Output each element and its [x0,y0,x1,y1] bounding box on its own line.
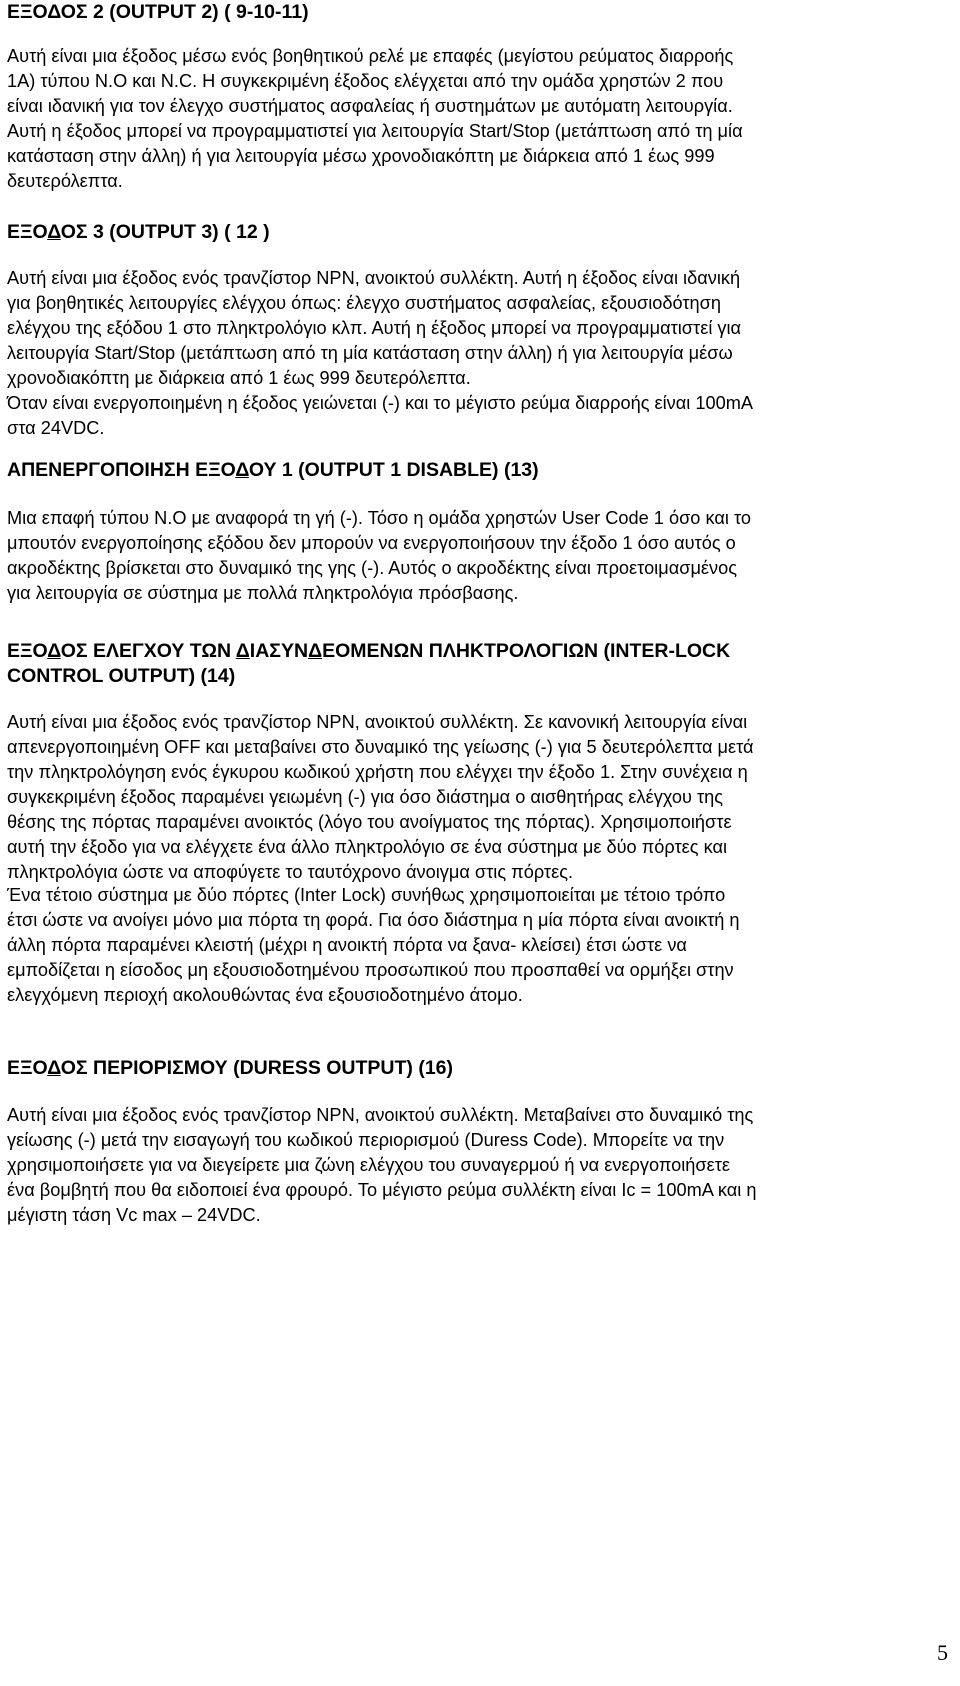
heading-duress-output [7,1056,453,1081]
text-line: ελέγχου της εξόδου 1 στο πληκτρολόγιο κλπ. Αυτή η έξοδος μπορεί να προγραμματιστεί για [7,318,742,338]
text-line: αυτή την έξοδο για να ελέγχετε ένα άλλο πληκτρολόγιο σε ένα σύστημα με δύο πόρτες και [7,837,728,857]
heading-text: ΙΑΣΥΝ [249,640,309,662]
text-line: είναι ιδανική για τον έλεγχο συστήματος ασφαλείας ή συστημάτων με αυτόματη λειτουργία. [7,96,733,116]
heading-text-underlined: Δ [235,640,250,662]
text-line: για λειτουργία σε σύστημα με πολλά πληκτρολόγια πρόσβασης. [7,583,519,603]
heading-interlock-output [7,639,730,689]
heading-text: ΟΣ ΠΕΡΙΟΡΙΣΜΟΥ (DURESS OUTPUT) (16) [60,1057,454,1079]
heading-text: ΟΣ 3 (OUTPUT 3) ( 12 ) [60,221,270,243]
text-line: ένα βομβητή που θα ειδοποιεί ένα φρουρό. Το μέγιστο ρεύμα συλλέκτη είναι Ic = 100mA και η [7,1180,757,1200]
heading-text: ΑΠΕΝΕΡΓΟΠΟΙΗΣΗ ΕΞΟ [7,459,236,481]
text-line: κατάσταση στην άλλη) ή για λειτουργία μέσω χρονοδιακόπτη με διάρκεια από 1 έως 999 [7,146,715,166]
text-line: 1Α) τύπου Ν.Ο και Ν.C. Η συγκεκριμένη έξοδος ελέγχεται από την ομάδα χρηστών 2 που [7,71,724,91]
heading-text: ΕΞΟ [7,1057,48,1079]
text-line: στα 24VDC. [7,418,105,438]
heading-text-underlined: Δ [47,221,61,243]
paragraph-output-2 [7,44,743,194]
heading-text-underlined: Δ [235,459,249,481]
text-line: Όταν είναι ενεργοποιημένη η έξοδος γειώνεται (-) και το μέγιστο ρεύμα διαρροής είναι 100mA [7,393,754,413]
text-line: άλλη πόρτα παραμένει κλειστή (μέχρι η ανοικτή πόρτα να ξανα- κλείσει) έτσι ώστε να [7,935,687,955]
heading-line [7,639,730,664]
text-line: συγκεκριμένη έξοδος παραμένει γειωμένη (-) για όσο διάστημα ο αισθητήρας ελέγχου της [7,787,724,807]
text-line: πληκτρολόγια ώστε να αποφύγετε το ταυτόχρονο άνοιγμα στις πόρτες. [7,862,574,882]
heading-output-2: ΕΞΟΔΟΣ 2 (OUTPUT 2) ( 9-10-11) [7,1,309,23]
text-line: Αυτή η έξοδος μπορεί να προγραμματιστεί για λειτουργία Start/Stop (μετάπτωση από τη μία [7,121,743,141]
text-line: λειτουργία Start/Stop (μετάπτωση από τη μία κατάσταση στην άλλη) ή για λειτουργία μέσω [7,343,733,363]
text-line: Αυτή είναι μια έξοδος ενός τρανζίστορ NPN, ανοικτού συλλέκτη. Αυτή η έξοδος είναι ιδανική [7,268,741,288]
text-line: για βοηθητικές λειτουργίες ελέγχου όπως: έλεγχο συστήματος ασφαλείας, εξουσιοδότηση [7,293,721,313]
text-line: Μια επαφή τύπου Ν.Ο με αναφορά τη γή (-). Τόσο η ομάδα χρηστών User Code 1 όσο και το [7,508,751,528]
heading-text: ΟΣ ΕΛΕΓΧΟΥ ΤΩΝ [60,640,236,662]
text-line: δευτερόλεπτα. [7,171,123,191]
text-line: Ένα τέτοιο σύστημα με δύο πόρτες (Inter Lock) συνήθως χρησιμοποιείται με τέτοιο τρόπο [7,885,726,905]
text-line: ακροδέκτης βρίσκεται στο δυναμικό της γης (-). Αυτός ο ακροδέκτης είναι προετοιμασμένος [7,558,738,578]
text-line: έτσι ώστε να ανοίγει μόνο μια πόρτα τη φορά. Για όσο διάστημα η μία πόρτα είναι ανοικτή η [7,910,740,930]
text-line: Αυτή είναι μια έξοδος ενός τρανζίστορ NPN, ανοικτού συλλέκτη. Μεταβαίνει στο δυναμικό της [7,1105,754,1125]
heading-text: ΟΥ 1 (OUTPUT 1 DISABLE) (13) [248,459,539,481]
text-line: χρονοδιακόπτη με διάρκεια από 1 έως 999 δευτερόλεπτα. [7,368,471,388]
paragraph-output-1-disable [7,506,751,606]
text-line: εμποδίζεται η είσοδος μη εξουσιοδοτημένου προσωπικού που προσπαθεί να ορμήξει στην [7,960,734,980]
paragraph-interlock-2 [7,883,740,1008]
text-line: γείωσης (-) μετά την εισαγωγή του κωδικού περιορισμού (Duress Code). Μπορείτε να την [7,1130,725,1150]
text-line: ελεγχόμενη περιοχή ακολουθώντας ένα εξουσιοδοτημένο άτομο. [7,985,523,1005]
heading-output-1-disable [7,458,539,483]
text-line: μέγιστη τάση Vc max – 24VDC. [7,1205,261,1225]
heading-text: ΕΟΜΕΝΩΝ ΠΛΗΚΤΡΟΛΟΓΙΩΝ (INTER-LOCK [322,640,731,662]
text-line: Αυτή είναι μια έξοδος μέσω ενός βοηθητικού ρελέ με επαφές (μεγίστου ρεύματος διαρροής [7,46,734,66]
heading-text: ΕΞΟ [7,640,48,662]
page-number: 5 [937,1640,948,1665]
heading-text: ΕΞΟ [7,221,48,243]
paragraph-duress-output [7,1103,757,1228]
text-line: Αυτή είναι μια έξοδος ενός τρανζίστορ NPN, ανοικτού συλλέκτη. Σε κανονική λειτουργία είναι [7,712,748,732]
text-line: χρησιμοποιήσετε για να διεγείρετε μια ζώνη ελέγχου του συναγερμού ή να ενεργοποιήσετε [7,1155,731,1175]
text-line: απενεργοποιημένη OFF και μεταβαίνει στο δυναμικό της γείωσης (-) για 5 δευτερόλεπτα μετά [7,737,754,757]
heading-output-3 [7,220,270,245]
heading-text-underlined: Δ [47,640,61,662]
heading-line: CONTROL OUTPUT) (14) [7,665,236,687]
text-line: μπουτόν ενεργοποίησης εξόδου δεν μπορούν να ενεργοποιήσουν την έξοδο 1 όσο αυτός ο [7,533,736,553]
paragraph-output-3 [7,266,753,441]
paragraph-interlock-1 [7,710,754,885]
heading-text-underlined: Δ [47,1057,61,1079]
text-line: θέσης της πόρτας παραμένει ανοικτός (λόγο του ανοίγματος της πόρτας). Χρησιμοποιήστε [7,812,732,832]
text-line: την πληκτρολόγηση ενός έγκυρου κωδικού χρήστη που ελέγχει την έξοδο 1. Στην συνέχεια η [7,762,748,782]
heading-text-underlined: Δ [308,640,323,662]
